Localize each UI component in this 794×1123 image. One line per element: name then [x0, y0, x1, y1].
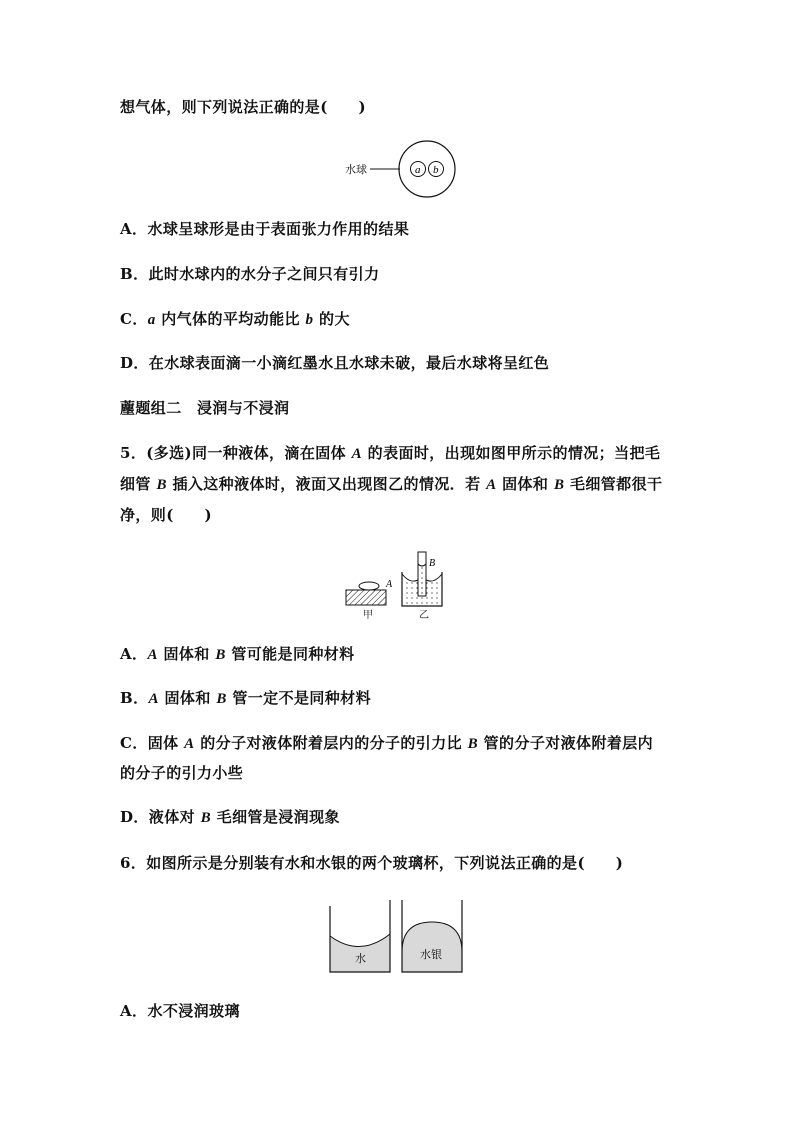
q5-option-d: D．液体对 B 毛细管是浸润现象 — [120, 808, 340, 826]
q4-option-b: B．此时水球内的水分子之间只有引力 — [120, 265, 380, 283]
mercury — [402, 922, 462, 972]
water-ball-figure — [340, 138, 460, 200]
q6-stem: 6．如图所示是分别装有水和水银的两个玻璃杯，下列说法正确的是( ) — [120, 854, 624, 872]
q5-stem-line3: 净，则( ) — [120, 506, 212, 524]
water-ball-label: 水球 — [345, 163, 367, 176]
q4-option-c: C．a 内气体的平均动能比 b 的大 — [120, 310, 350, 328]
wetting-figure — [340, 546, 460, 622]
label-yi: 乙 — [419, 610, 429, 621]
label-a: A — [386, 579, 393, 590]
solid-a — [346, 590, 386, 605]
q5-option-a: A．A 固体和 B 管可能是同种材料 — [120, 645, 355, 663]
droplet — [359, 582, 379, 590]
label-b: B — [429, 558, 436, 569]
q5-option-c-line1: C．固体 A 的分子对液体附着层内的分子的引力比 B 管的分子对液体附着层内 — [120, 734, 654, 752]
q4-option-d: D．在水球表面滴一小滴红墨水且水球未破，最后水球将呈红色 — [120, 354, 550, 372]
bubble-b-label: b — [433, 164, 439, 176]
q6-option-a: A．水不浸润玻璃 — [120, 1002, 240, 1020]
group-title: 薼题组二 浸润与不浸润 — [120, 399, 290, 417]
label-jia: 甲 — [363, 610, 373, 621]
mercury-label: 水银 — [420, 948, 442, 961]
glass-cups-figure — [326, 896, 468, 976]
q4-stem: 想气体，则下列说法正确的是( ) — [120, 98, 366, 116]
q5-option-c-line2: 的分子的引力小些 — [120, 764, 244, 782]
water-label: 水 — [355, 952, 366, 965]
q5-option-b: B．A 固体和 B 管一定不是同种材料 — [120, 689, 371, 707]
q5-stem-line2: 细管 B 插入这种液体时，液面又出现图乙的情况．若 A 固体和 B 毛细管都很干 — [120, 475, 663, 493]
water-ball-circle — [399, 141, 455, 197]
bubble-a-label: a — [415, 164, 421, 176]
q5-stem-line1: 5．(多选)同一种液体，滴在固体 A 的表面时，出现如图甲所示的情况；当把毛 — [120, 444, 661, 462]
q4-option-a: A．水球呈球形是由于表面张力作用的结果 — [120, 220, 410, 238]
